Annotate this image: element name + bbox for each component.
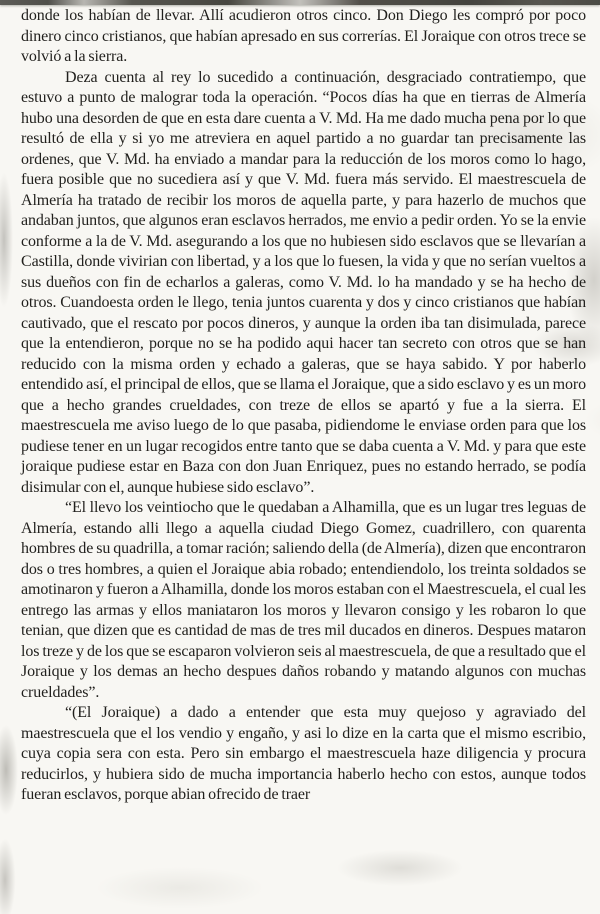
paragraph-continuation: donde los habían de llevar. Allí acudieron otros cinco. Don Diego les compró por poco dinero cinco cristianos, que habían apresado en sus correrías. El Joraique con otros trece se volvió a la sierra.	[21, 7, 586, 65]
paragraph-deza-letter: Deza cuenta al rey lo sucedido a continuación, desgraciado contratiempo, que estuvo a punto de malograr toda la operación. “Pocos días ha que en tierras de Almería hubo una desorden de que en esta dare cuenta a V. Md. Ha me dado mucha pena por lo que resultó de ella y si yo me atreviera en aquel partido a no guardar tan precisamente las ordenes, que V. Md. ha enviado a mandar para la reducción de los moros como lo hago, fuera posible que no sucediera así y que V. Md. fuera más servido. El maestrescuela de Almería ha tratado de recibir los moros de aquella parte, y para hazerlo de muchos que andaban juntos, que algunos eran esclavos herrados, me envio a pedir orden. Yo se la envie conforme a la de V. Md. asegurando a los que no hubiesen sido esclavos que se llevarían a Castilla, donde vivirian con libertad, y a los que lo fuesen, la vida y que no serían vueltos a sus dueños con fin de echarlos a galeras, como V. Md. lo ha mandado y se ha hecho de otros. Cuandoesta orden le llego, tenia juntos cuarenta y dos y cinco cristianos que habían cautivado, que el rescato por pocos dineros, y aunque la orden iba tan disimulada, parece que la entendieron, porque no se ha podido aqui hacer tan secreto con otros que se han reducido con la misma orden y echado a galeras, que se haya sabido. Y por haberlo entendido así, el principal de ellos, que se llama el Joraique, que a sido esclavo y es un moro que a hecho grandes crueldades, con treze de ellos se apartó y fue a la sierra. El maestrescuela me aviso luego de lo que pasaba, pidiendome le enviase orden para que los pudiese tener en un lugar recogidos entre tanto que se daba cuenta a V. Md. y para que este joraique pudiese estar en Baza con don Juan Enriquez, pues no estando herrado, se podía disimular con el, aunque hubiese sido esclavo”.	[21, 68, 586, 496]
page-text-block	[21, 6, 586, 806]
paragraph-alhamilla: “El llevo los veintiocho que le quedaban a Alhamilla, que es un lugar tres leguas de Almería, estando alli llego a aquella ciudad Diego Gomez, cuadrillero, con quarenta hombres de su quadrilla, a tomar ración; saliendo della (de Almería), dizen que encontraron dos o tres hombres, a quien el Joraique abia robado; entendiendolo, los treinta soldados se amotinaron y fueron a Alhamilla, donde los moros estaban con el Maestrescuela, el cual les entrego las armas y ellos maniataron los moros y llevaron consigo y les robaron lo que tenian, que dizen que es cantidad de mas de tres mil ducados en dineros. Despues mataron los treze y de los que se escaparon volvieron seis al maestrescuela, de que a resultado que el Joraique y los demas an hecho despues daños robando y matando algunos con muchas crueldades”.	[21, 499, 586, 701]
scan-artifact-top-edge	[0, 0, 600, 5]
scan-artifact-left-edge	[0, 0, 7, 914]
paragraph-joraique-complaint: “(El Joraique) a dado a entender que esta muy quejoso y agraviado del maestrescuela que el los vendio y engaño, y asi lo dize en la carta que el mismo escribio, cuya copia sera con esta. Pero sin embargo el maestrescuela haze diligencia y procura reducirlos, y hubiera sido de mucha importancia haberlo hecho con estos, aunque todos fueran esclavos, porque abian ofrecido de traer	[21, 704, 586, 803]
